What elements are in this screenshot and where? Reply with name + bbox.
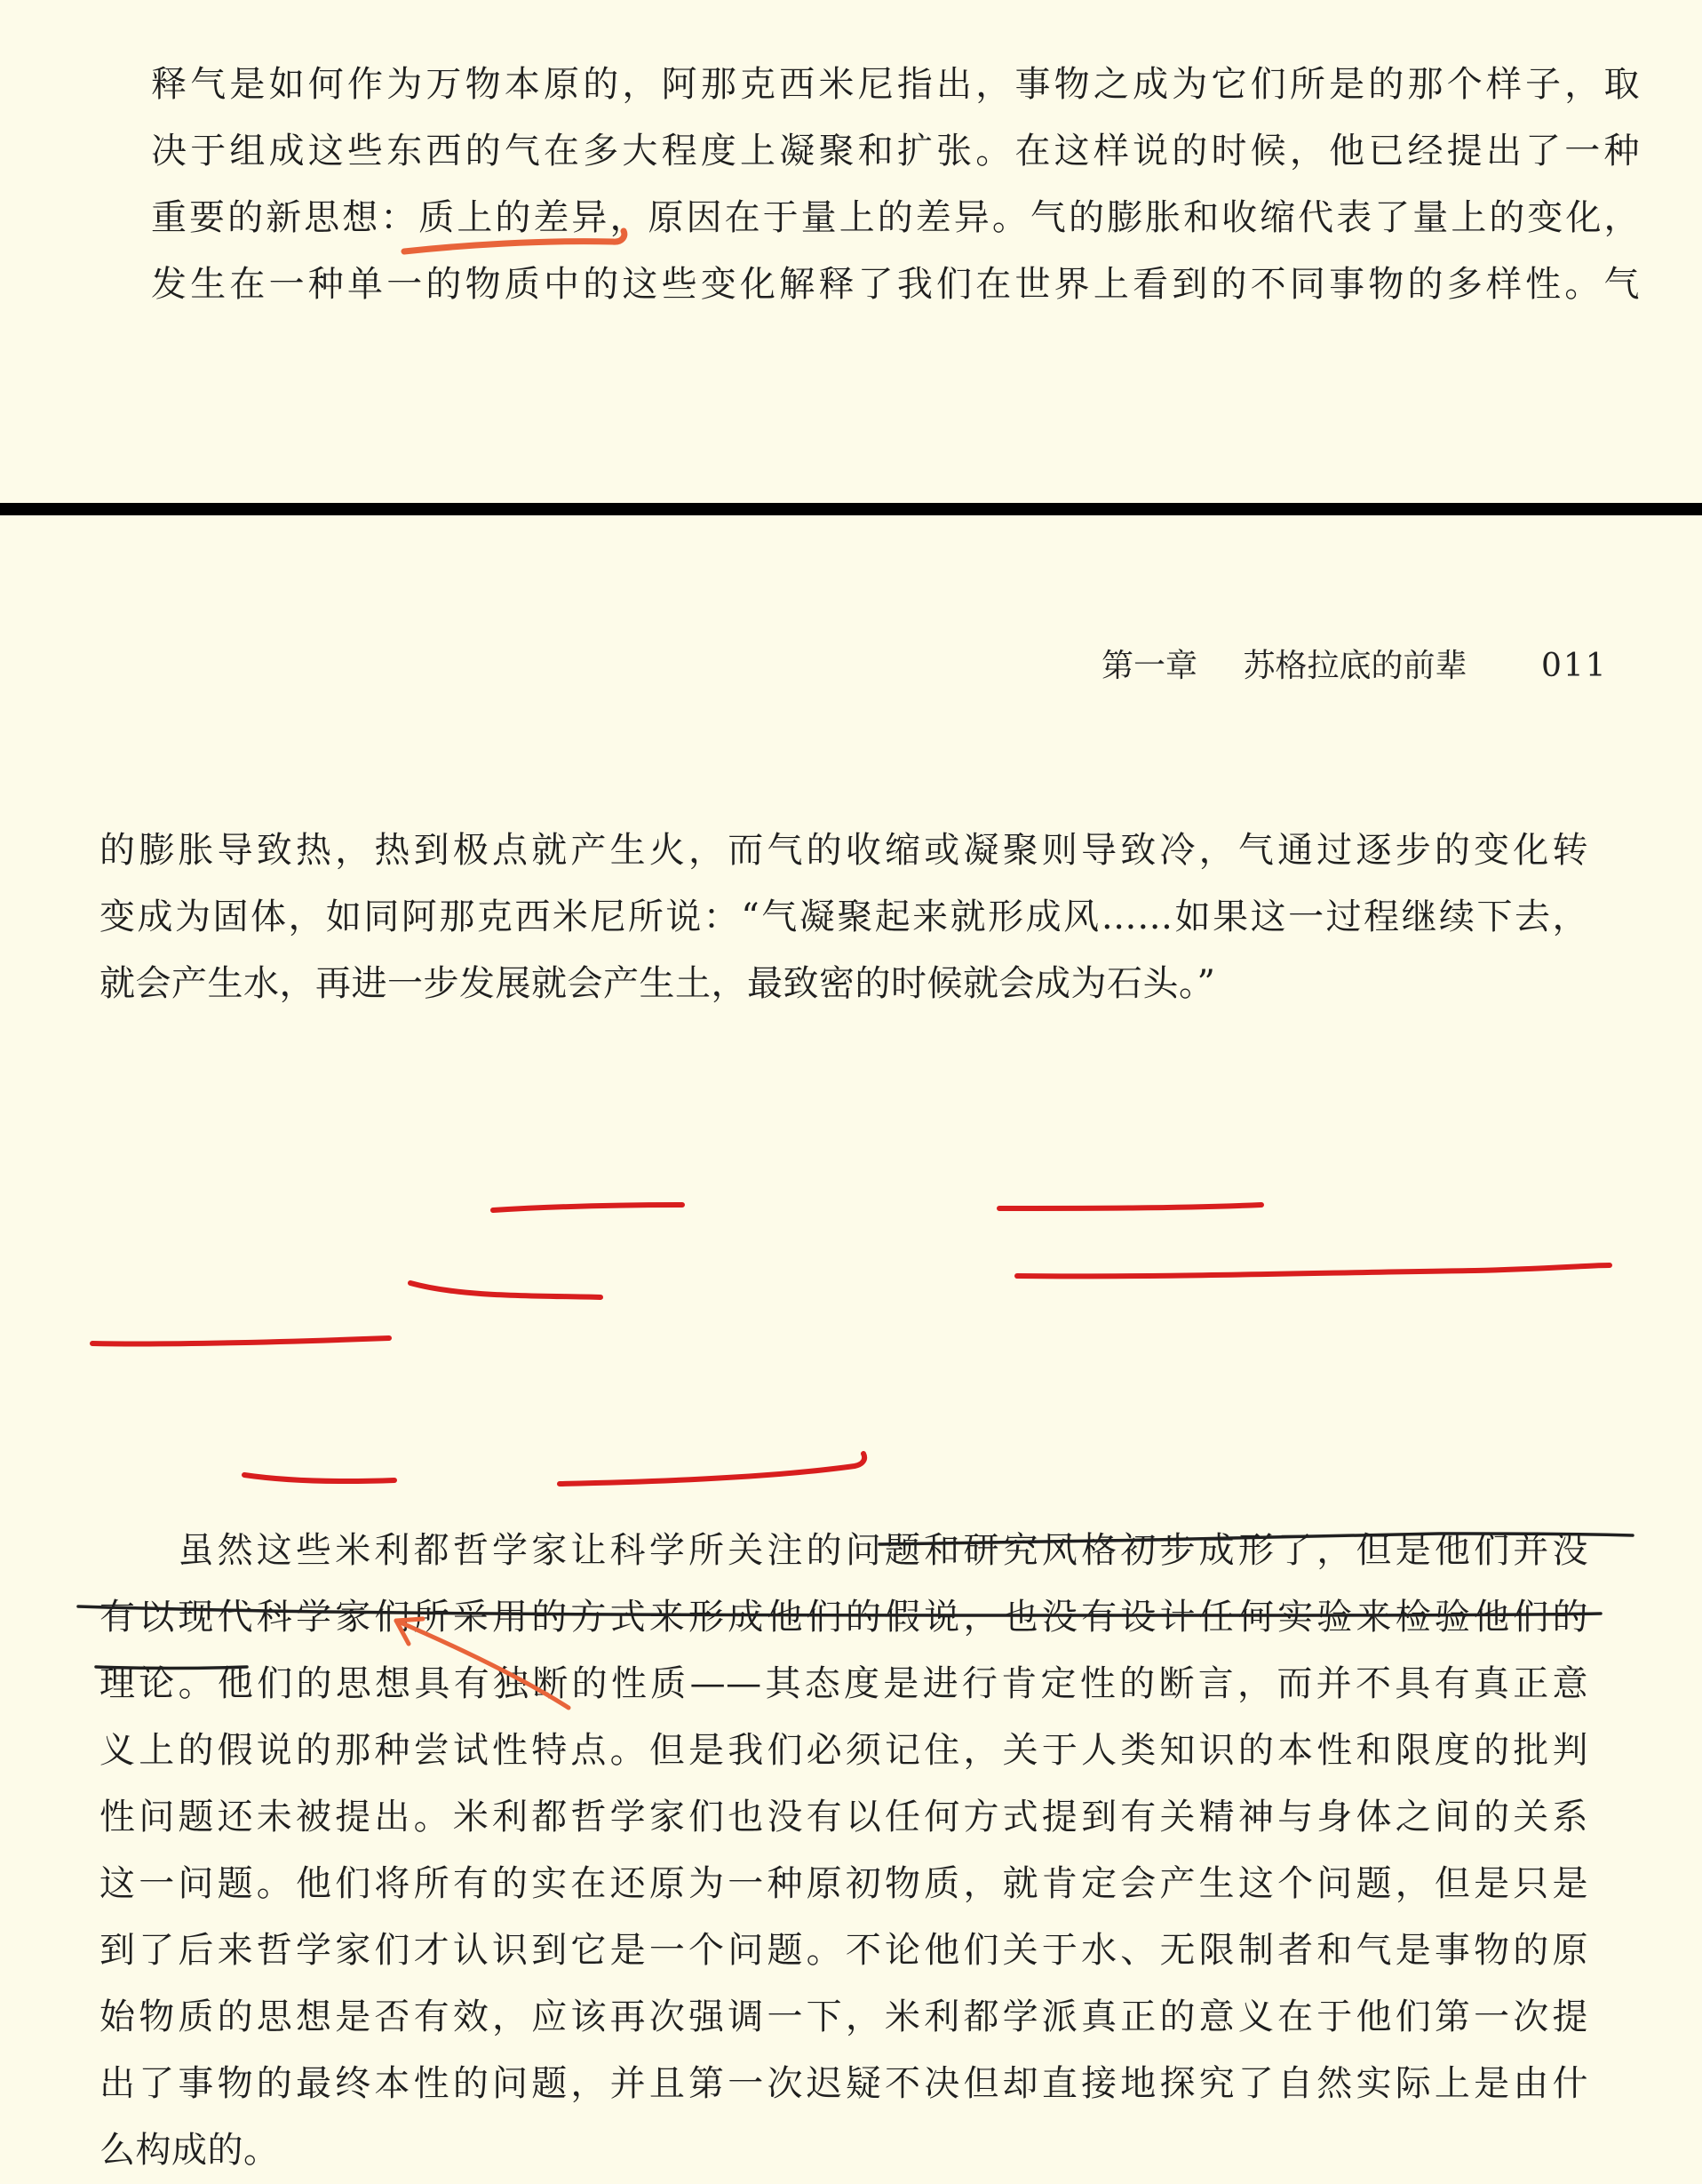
- text-line: 有以现代科学家们所采用的方式来形成他们的假说，也没有设计任何实验来检验他们的: [99, 1597, 1588, 1638]
- chapter-title: 苏格拉底的前辈: [1243, 648, 1467, 684]
- main-paragraph: [99, 1518, 1588, 2184]
- text-line: 么构成的。: [99, 2130, 280, 2171]
- text-line: 发生在一种单一的物质中的这些变化解释了我们在世界上看到的不同事物的多样性。气: [151, 264, 1640, 305]
- text-line: 变成为固体，如同阿那克西米尼所说：“气凝聚起来就形成风……如果这一过程继续下去，: [99, 897, 1588, 937]
- text-line: 的膨胀导致热，热到极点就产生火，而气的收缩或凝聚则导致冷，气通过逐步的变化转: [99, 830, 1588, 871]
- text-line: 到了后来哲学家们才认识到它是一个问题。不论他们关于水、无限制者和气是事物的原: [99, 1930, 1588, 1971]
- text-line: 性问题还未被提出。米利都哲学家们也没有以任何方式提到有关精神与身体之间的关系: [99, 1797, 1588, 1837]
- text-line: 决于组成这些东西的气在多大程度上凝聚和扩张。在这样说的时候，他已经提出了一种: [151, 131, 1640, 171]
- top-page: [0, 0, 1702, 503]
- text-line: 虽然这些米利都哲学家让科学所关注的问题和研究风格初步成形了，但是他们并没: [99, 1530, 1588, 1571]
- page-divider: [0, 503, 1702, 515]
- bottom-page: [0, 515, 1702, 2171]
- top-paragraph: [151, 52, 1640, 318]
- text-line: 始物质的思想是否有效，应该再次强调一下，米利都学派真正的意义在于他们第一次提: [99, 1997, 1588, 2037]
- text-line: 释气是如何作为万物本原的，阿那克西米尼指出，事物之成为它们所是的那个样子，取: [151, 64, 1640, 105]
- text-line: 出了事物的最终本性的问题，并且第一次迟疑不决但却直接地探究了自然实际上是由什: [99, 2063, 1588, 2104]
- chapter-label: 第一章: [1102, 648, 1198, 684]
- quote-paragraph: [99, 817, 1588, 1017]
- text-line: 重要的新思想：质上的差异，原因在于量上的差异。气的膨胀和收缩代表了量上的变化，: [151, 197, 1640, 238]
- text-line: 就会产生水，再进一步发展就会产生土，最致密的时候就会成为石头。”: [99, 963, 1216, 1004]
- text-line: 理论。他们的思想具有独断的性质——其态度是进行肯定性的断言，而并不具有真正意: [99, 1663, 1588, 1704]
- page-number: 011: [1540, 648, 1608, 684]
- text-line: 这一问题。他们将所有的实在还原为一种原初物质，就肯定会产生这个问题，但是只是: [99, 1863, 1588, 1904]
- text-line: 义上的假说的那种尝试性特点。但是我们必须记住，关于人类知识的本性和限度的批判: [99, 1730, 1588, 1771]
- running-head: [1102, 648, 1608, 684]
